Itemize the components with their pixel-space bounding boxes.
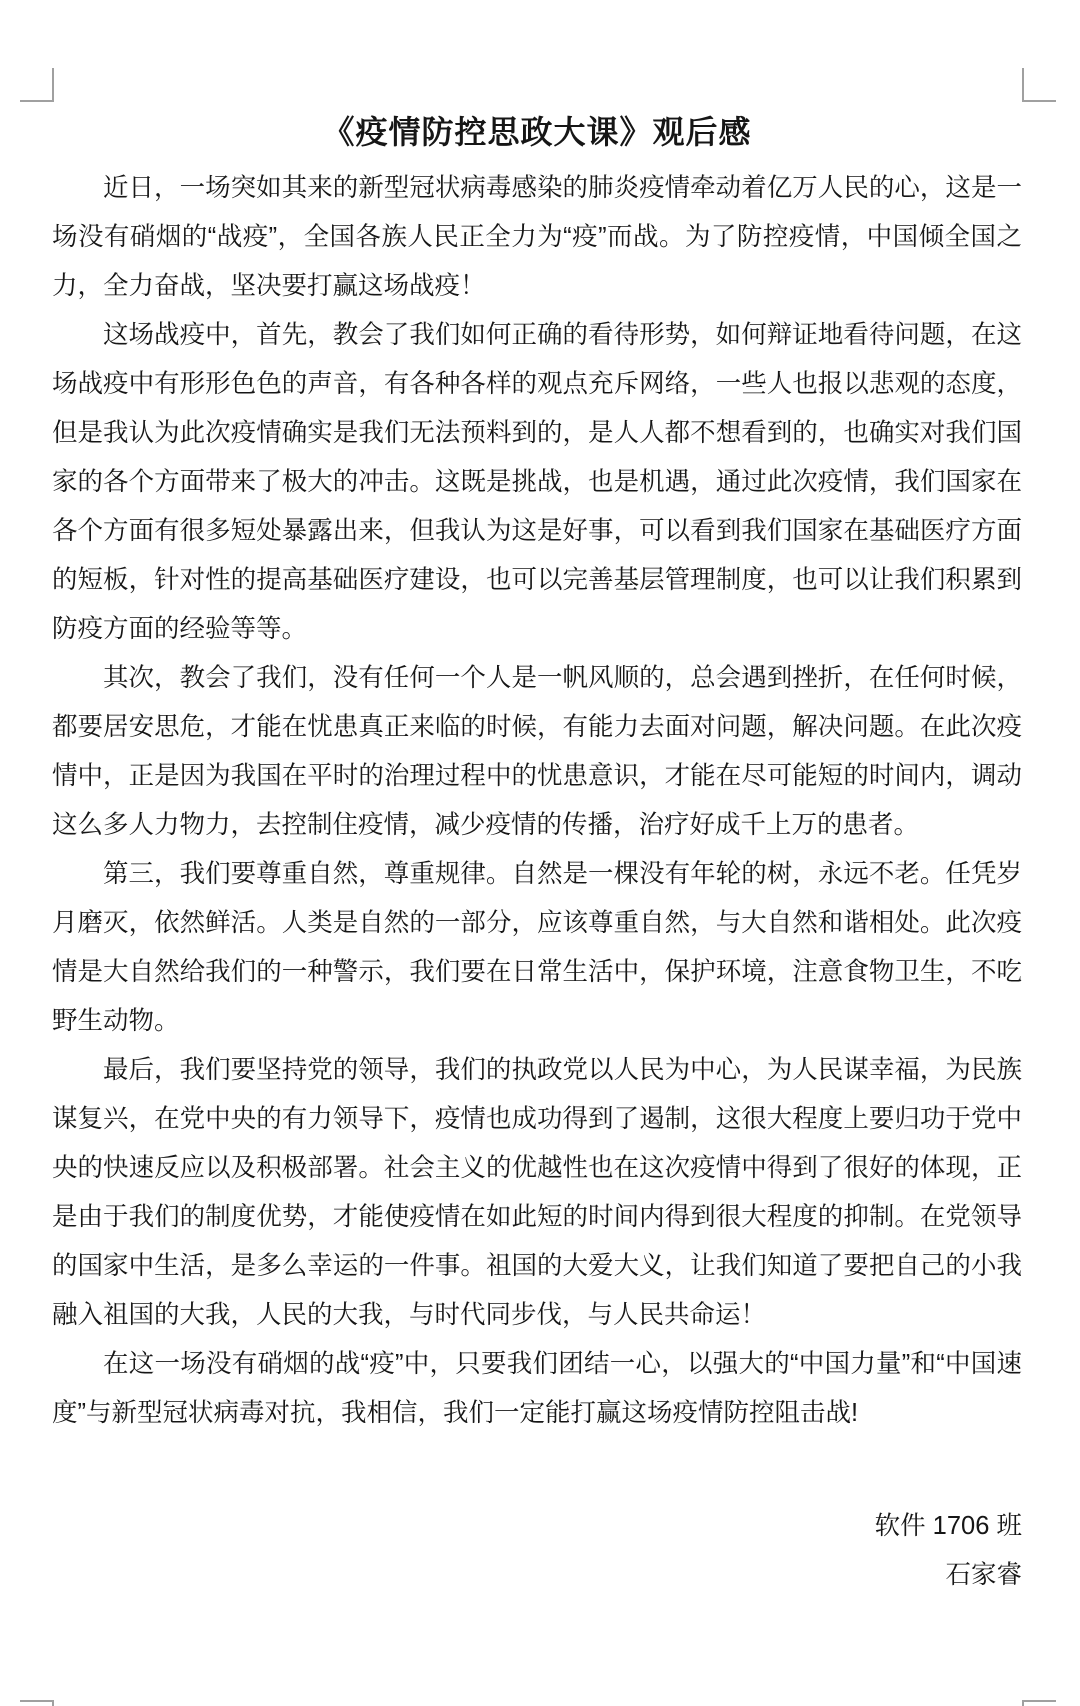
signature-class-line: 软件 1706 班	[874, 1512, 1022, 1540]
signature-block	[52, 1502, 1022, 1600]
margin-crop-mark-bottom-right	[1022, 1700, 1056, 1706]
paragraph: 近日，一场突如其来的新型冠状病毒感染的肺炎疫情牵动着亿万人民的心，这是一场没有硝烟的“战疫”，全国各族人民正全力为“疫”而战。为了防控疫情，中国倾全国之力，全力奋战，坚决要打赢这场战疫！	[52, 174, 1022, 300]
paragraph: 这场战疫中，首先，教会了我们如何正确的看待形势，如何辩证地看待问题，在这场战疫中有形形色色的声音，有各种各样的观点充斥网络，一些人也报以悲观的态度，但是我认为此次疫情确实是我们无法预料到的，是人人都不想看到的，也确实对我们国家的各个方面带来了极大的冲击。这既是挑战，也是机遇，通过此次疫情，我们国家在各个方面有很多短处暴露出来，但我认为这是好事，可以看到我们国家在基础医疗方面的短板，针对性的提高基础医疗建设，也可以完善基层管理制度，也可以让我们积累到防疫方面的经验等等。	[52, 321, 1022, 643]
margin-crop-mark-top-right	[1022, 68, 1056, 102]
paragraph: 最后，我们要坚持党的领导，我们的执政党以人民为中心，为人民谋幸福，为民族谋复兴，在党中央的有力领导下，疫情也成功得到了遏制，这很大程度上要归功于党中央的快速反应以及积极部署。社会主义的优越性也在这次疫情中得到了很好的体现，正是由于我们的制度优势，才能使疫情在如此短的时间内得到很大程度的抑制。在党领导的国家中生活，是多么幸运的一件事。祖国的大爱大义，让我们知道了要把自己的小我融入祖国的大我，人民的大我，与时代同步伐，与人民共命运！	[52, 1056, 1022, 1329]
document-title: 《疫情防控思政大课》观后感	[322, 114, 752, 150]
margin-crop-mark-top-left	[20, 68, 54, 102]
paragraph: 在这一场没有硝烟的战“疫”中，只要我们团结一心，以强大的“中国力量”和“中国速度”与新型冠状病毒对抗，我相信，我们一定能打赢这场疫情防控阻击战!	[52, 1350, 1022, 1427]
paragraph: 其次，教会了我们，没有任何一个人是一帆风顺的，总会遇到挫折，在任何时候，都要居安思危，才能在忧患真正来临的时候，有能力去面对问题，解决问题。在此次疫情中，正是因为我国在平时的治理过程中的忧患意识，才能在尽可能短的时间内，调动这么多人力物力，去控制住疫情，减少疫情的传播，治疗好成千上万的患者。	[52, 664, 1022, 839]
signature-name-line: 石家睿	[945, 1561, 1022, 1589]
paragraph: 第三，我们要尊重自然，尊重规律。自然是一棵没有年轮的树，永远不老。任凭岁月磨灭，依然鲜活。人类是自然的一部分，应该尊重自然，与大自然和谐相处。此次疫情是大自然给我们的一种警示，我们要在日常生活中，保护环境，注意食物卫生，不吃野生动物。	[52, 860, 1022, 1035]
margin-crop-mark-bottom-left	[20, 1700, 54, 1706]
document-body	[52, 100, 1022, 1600]
